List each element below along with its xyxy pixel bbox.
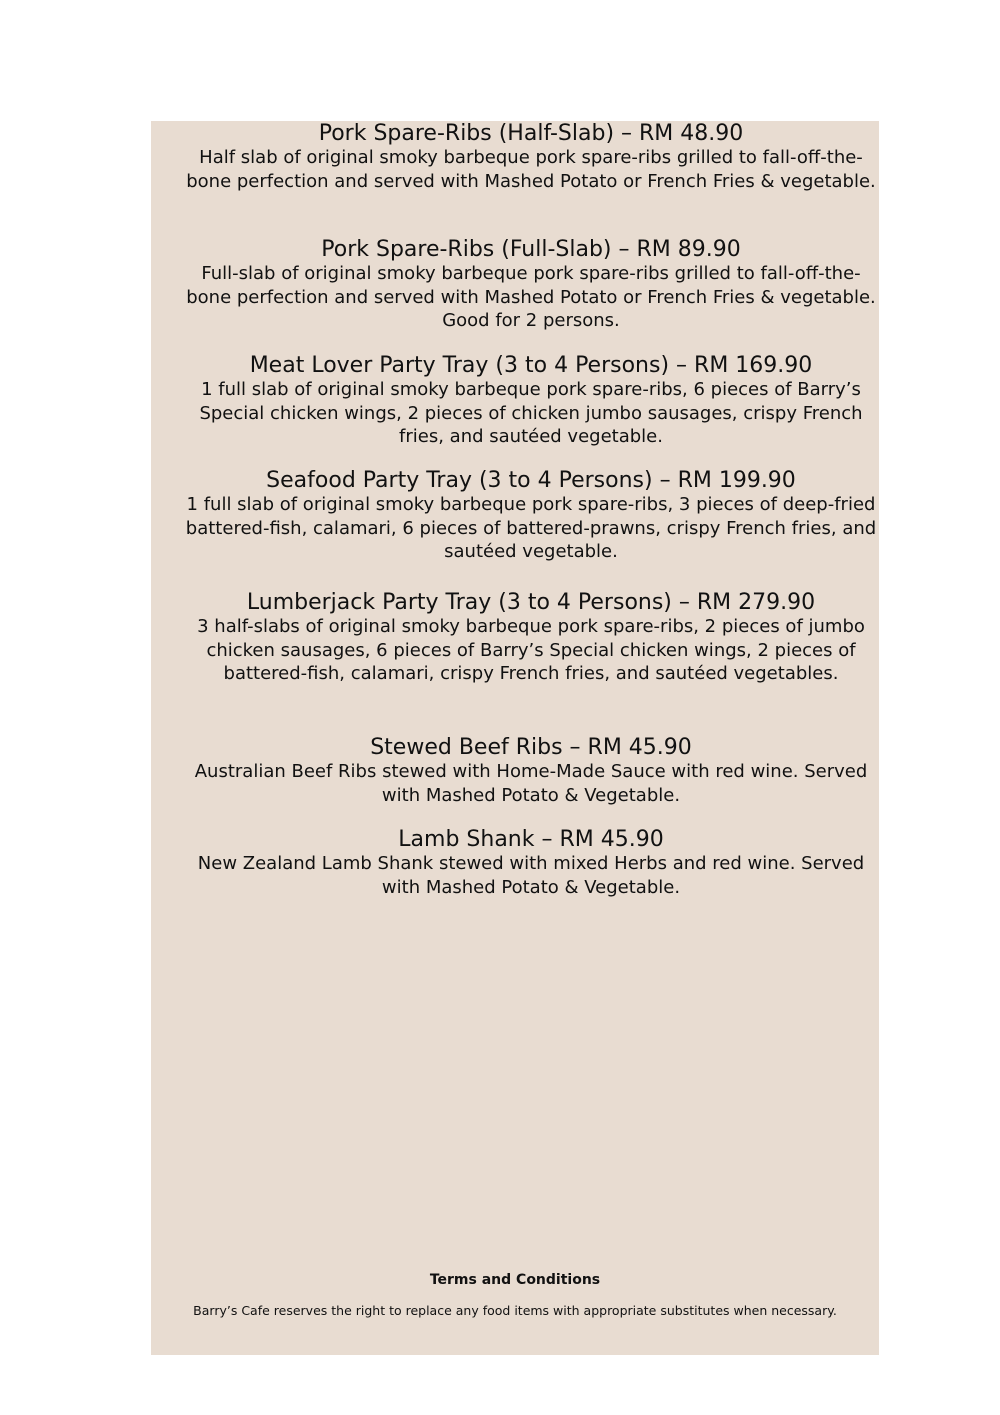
menu-item-description: 1 full slab of original smoky barbeque pork spare-ribs, 3 pieces of deep-fried battered-fish, calamari, 6 pieces of battered-prawns, crispy French fries, and sautéed vegetable. bbox=[185, 494, 877, 562]
menu-item-description: Australian Beef Ribs stewed with Home-Made Sauce with red wine. Served with Mashed Potato & Vegetable. bbox=[194, 761, 868, 806]
menu-panel bbox=[151, 121, 879, 1355]
menu-item-seafood-tray bbox=[181, 468, 881, 564]
menu-item-title: Lumberjack Party Tray (3 to 4 Persons) – RM 279.90 bbox=[246, 590, 816, 615]
menu-item-lumberjack-tray bbox=[181, 590, 881, 686]
menu-item-lamb-shank bbox=[181, 827, 881, 899]
menu-item-description: New Zealand Lamb Shank stewed with mixed Herbs and red wine. Served with Mashed Potato & Vegetable. bbox=[197, 853, 865, 898]
menu-item-title: Seafood Party Tray (3 to 4 Persons) – RM 199.90 bbox=[266, 468, 796, 493]
menu-item-description: 1 full slab of original smoky barbeque pork spare-ribs, 6 pieces of Barry’s Special chicken wings, 2 pieces of chicken jumbo sausages, crispy French fries, and sautéed vegetable. bbox=[199, 379, 863, 447]
menu-item-title: Pork Spare-Ribs (Full-Slab) – RM 89.90 bbox=[321, 237, 741, 262]
menu-item-title: Pork Spare-Ribs (Half-Slab) – RM 48.90 bbox=[318, 121, 744, 146]
menu-item-title: Stewed Beef Ribs – RM 45.90 bbox=[370, 735, 692, 760]
menu-item-pork-ribs-full bbox=[181, 237, 881, 333]
menu-item-description: Full-slab of original smoky barbeque pork spare-ribs grilled to fall-off-the-bone perfection and served with Mashed Potato or French Fries & vegetable. Good for 2 persons. bbox=[186, 263, 876, 331]
menu-item-description: Half slab of original smoky barbeque pork spare-ribs grilled to fall-off-the-bone perfection and served with Mashed Potato or French Fries & vegetable. bbox=[186, 147, 876, 192]
menu-item-title: Lamb Shank – RM 45.90 bbox=[398, 827, 664, 852]
menu-item-pork-ribs-half bbox=[181, 121, 881, 193]
menu-item-stewed-beef-ribs bbox=[181, 735, 881, 807]
menu-item-meat-lover-tray bbox=[181, 353, 881, 449]
menu-item-description: 3 half-slabs of original smoky barbeque pork spare-ribs, 2 pieces of jumbo chicken sausages, 6 pieces of Barry’s Special chicken wings, 2 pieces of battered-fish, calamari, crispy French fries, and sautéed vegetables. bbox=[197, 616, 865, 684]
terms-title: Terms and Conditions bbox=[429, 1272, 601, 1288]
menu-item-title: Meat Lover Party Tray (3 to 4 Persons) – RM 169.90 bbox=[249, 353, 813, 378]
terms-text: Barry’s Cafe reserves the right to replace any food items with appropriate substitutes when necessary. bbox=[193, 1303, 837, 1318]
